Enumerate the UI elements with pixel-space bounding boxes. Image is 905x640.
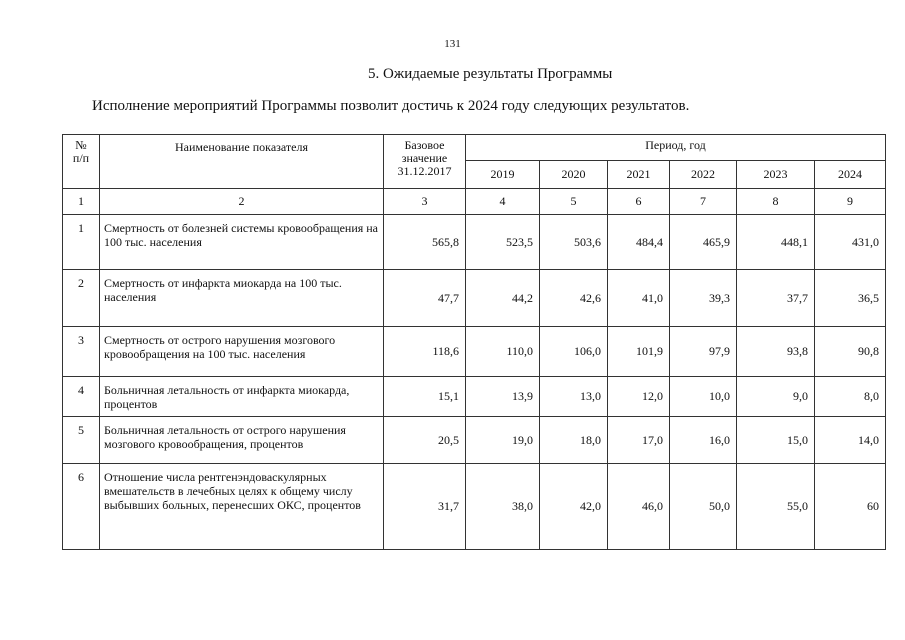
year-value: 14,0 — [815, 417, 886, 464]
year-value: 38,0 — [466, 464, 540, 550]
year-value: 97,9 — [670, 327, 737, 377]
header-year: 2023 — [737, 161, 815, 189]
row-number: 6 — [63, 464, 100, 550]
header-name: Наименование показателя — [100, 135, 384, 189]
year-value: 101,9 — [608, 327, 670, 377]
year-value: 50,0 — [670, 464, 737, 550]
table-row — [63, 270, 886, 327]
year-value: 448,1 — [737, 215, 815, 270]
indicator-name: Смертность от острого нарушения мозгового кровообращения на 100 тыс. населения — [100, 327, 384, 377]
year-value: 8,0 — [815, 377, 886, 417]
year-value: 13,9 — [466, 377, 540, 417]
year-value: 39,3 — [670, 270, 737, 327]
year-value: 37,7 — [737, 270, 815, 327]
header-year: 2019 — [466, 161, 540, 189]
header-year: 2024 — [815, 161, 886, 189]
year-value: 93,8 — [737, 327, 815, 377]
indicator-name: Отношение числа рентгенэндоваскулярных вмешательств в лечебных целях к общему числу выбывших больных, перенесших ОКС, процентов — [100, 464, 384, 550]
index-cell: 4 — [466, 189, 540, 215]
index-cell: 3 — [384, 189, 466, 215]
index-cell: 5 — [540, 189, 608, 215]
row-number: 1 — [63, 215, 100, 270]
header-year: 2021 — [608, 161, 670, 189]
year-value: 41,0 — [608, 270, 670, 327]
indicator-name: Смертность от болезней системы кровообращения на 100 тыс. населения — [100, 215, 384, 270]
intro-text: Исполнение мероприятий Программы позволит достичь к 2024 году следующих результатов. — [92, 98, 690, 114]
indicator-name: Больничная летальность от инфаркта миокарда, процентов — [100, 377, 384, 417]
year-value: 523,5 — [466, 215, 540, 270]
header-num: № п/п — [63, 135, 100, 189]
index-cell: 9 — [815, 189, 886, 215]
table-row — [63, 464, 886, 550]
table-row — [63, 377, 886, 417]
index-cell: 2 — [100, 189, 384, 215]
index-cell: 8 — [737, 189, 815, 215]
page-number: 131 — [444, 38, 461, 50]
year-value: 90,8 — [815, 327, 886, 377]
row-number: 2 — [63, 270, 100, 327]
index-cell: 6 — [608, 189, 670, 215]
year-value: 465,9 — [670, 215, 737, 270]
year-value: 13,0 — [540, 377, 608, 417]
year-value: 110,0 — [466, 327, 540, 377]
index-cell: 1 — [63, 189, 100, 215]
year-value: 106,0 — [540, 327, 608, 377]
year-value: 55,0 — [737, 464, 815, 550]
header-base: Базовое значение 31.12.2017 — [384, 135, 466, 189]
base-value: 118,6 — [384, 327, 466, 377]
year-value: 12,0 — [608, 377, 670, 417]
row-number: 4 — [63, 377, 100, 417]
year-value: 10,0 — [670, 377, 737, 417]
table-row — [63, 215, 886, 270]
year-value: 44,2 — [466, 270, 540, 327]
header-period: Период, год — [466, 135, 886, 161]
year-value: 17,0 — [608, 417, 670, 464]
year-value: 484,4 — [608, 215, 670, 270]
base-value: 565,8 — [384, 215, 466, 270]
results-table — [62, 134, 886, 550]
table-row — [63, 327, 886, 377]
indicator-name: Больничная летальность от острого нарушения мозгового кровообращения, процентов — [100, 417, 384, 464]
table-row — [63, 417, 886, 464]
year-value: 15,0 — [737, 417, 815, 464]
row-number: 5 — [63, 417, 100, 464]
year-value: 16,0 — [670, 417, 737, 464]
row-number: 3 — [63, 327, 100, 377]
index-cell: 7 — [670, 189, 737, 215]
index-row — [63, 189, 886, 215]
base-value: 20,5 — [384, 417, 466, 464]
year-value: 431,0 — [815, 215, 886, 270]
year-value: 42,6 — [540, 270, 608, 327]
year-value: 18,0 — [540, 417, 608, 464]
header-year: 2022 — [670, 161, 737, 189]
header-year: 2020 — [540, 161, 608, 189]
year-value: 9,0 — [737, 377, 815, 417]
year-value: 19,0 — [466, 417, 540, 464]
year-value: 60 — [815, 464, 886, 550]
base-value: 31,7 — [384, 464, 466, 550]
section-title: 5. Ожидаемые результаты Программы — [368, 66, 613, 82]
base-value: 15,1 — [384, 377, 466, 417]
indicator-name: Смертность от инфаркта миокарда на 100 тыс. населения — [100, 270, 384, 327]
year-value: 36,5 — [815, 270, 886, 327]
year-value: 46,0 — [608, 464, 670, 550]
year-value: 503,6 — [540, 215, 608, 270]
base-value: 47,7 — [384, 270, 466, 327]
year-value: 42,0 — [540, 464, 608, 550]
